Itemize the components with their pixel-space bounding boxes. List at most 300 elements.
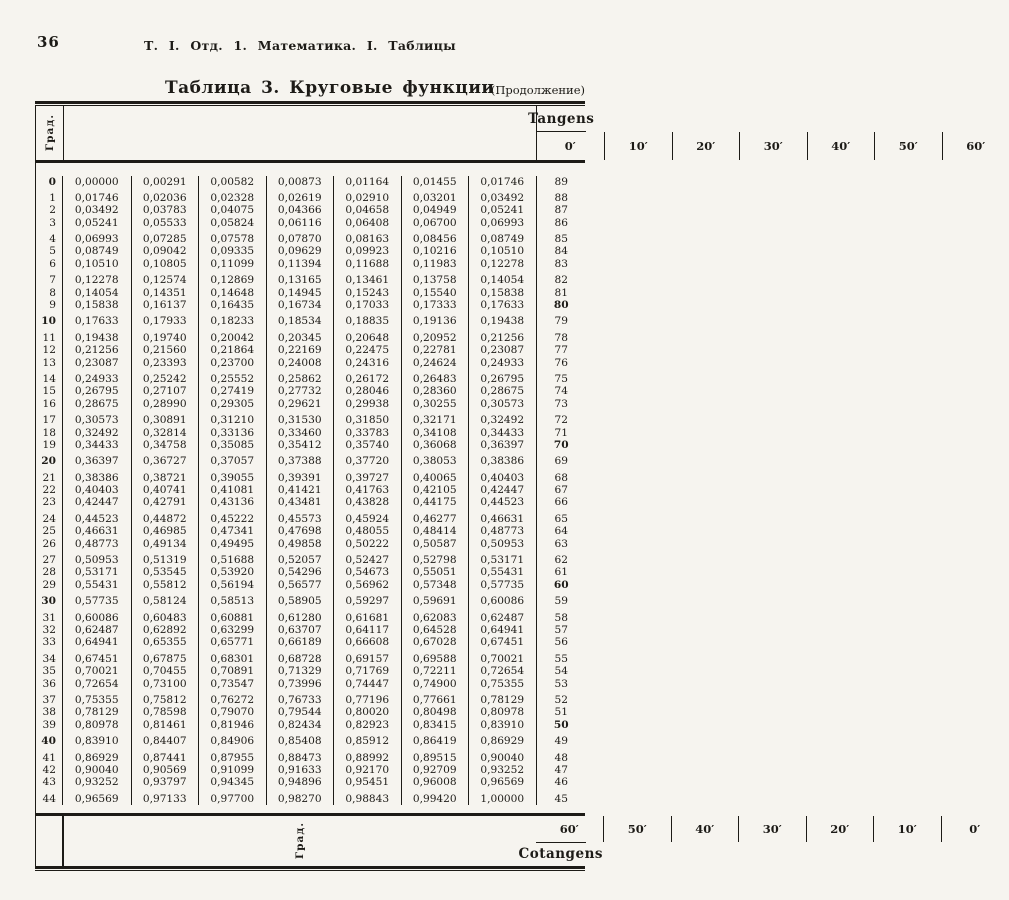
cell-value: 0,22169 xyxy=(266,344,334,356)
cell-value: 0,72211 xyxy=(401,665,469,677)
cell-value: 0,62487 xyxy=(74,624,119,636)
table-row xyxy=(36,299,585,311)
cell-value: 0,45573 xyxy=(266,509,334,525)
cell-value: 0,31530 xyxy=(266,410,334,426)
cell-value: 0,50587 xyxy=(401,538,469,550)
cell-value: 0,99420 xyxy=(401,789,469,805)
cell-value: 0,61681 xyxy=(333,608,401,624)
cell-value: 0,00291 xyxy=(131,176,199,188)
cell-value: 0,32171 xyxy=(401,410,469,426)
cell-value: 0,23393 xyxy=(131,357,199,369)
cell-value: 0,41763 xyxy=(333,484,401,496)
cell-value: 0,54296 xyxy=(266,566,334,578)
cell-value: 0,47698 xyxy=(266,525,334,537)
cell-value: 0,28990 xyxy=(131,398,199,410)
cell-value: 0,07578 xyxy=(198,229,266,245)
cell-value: 0,65771 xyxy=(198,636,266,648)
cell-degree-left: 29 xyxy=(36,579,63,591)
cell-value: 0,67451 xyxy=(468,636,536,648)
cell-degree-left: 5 xyxy=(36,245,63,257)
cell-value: 0,49858 xyxy=(266,538,334,550)
cell-value: 0,56577 xyxy=(266,579,334,591)
cell-degree-right: 47 xyxy=(536,764,587,776)
cell-value: 0,24933 xyxy=(468,357,536,369)
cell-value: 0,52798 xyxy=(401,550,469,566)
minute-header: 40′ xyxy=(807,132,875,160)
cell-degree-left: 20 xyxy=(36,451,63,467)
cell-value: 0,32492 xyxy=(468,410,536,426)
cell-value: 0,64941 xyxy=(468,624,536,636)
cell-value: 0,59297 xyxy=(333,591,401,607)
table-row xyxy=(36,525,585,537)
cell-value: 0,11099 xyxy=(198,258,266,270)
cell-degree-left: 39 xyxy=(36,719,63,731)
cell-value: 0,25862 xyxy=(266,369,334,385)
cell-value: 0,64117 xyxy=(333,624,401,636)
cell-degree-left: 1 xyxy=(36,188,63,204)
cell-degree-right: 74 xyxy=(536,385,587,397)
cell-value: 0,51688 xyxy=(198,550,266,566)
cell-value: 0,04658 xyxy=(333,204,401,216)
cell-value: 0,44523 xyxy=(74,512,119,525)
cell-degree-right: 63 xyxy=(536,538,587,550)
cell-value: 0,69588 xyxy=(401,649,469,665)
cell-value: 0,00582 xyxy=(198,176,266,188)
cell-value: 0,30255 xyxy=(401,398,469,410)
cell-value: 0,46631 xyxy=(74,525,119,538)
cell-value: 0,05241 xyxy=(74,216,119,229)
cell-value: 0,53545 xyxy=(131,566,199,578)
deg-label-right: Град. xyxy=(293,822,306,860)
table-row xyxy=(36,719,585,731)
cell-value: 0,03492 xyxy=(468,188,536,204)
cell-value: 0,75812 xyxy=(131,690,199,706)
cell-degree-right: 55 xyxy=(536,649,587,665)
minute-header: 10′ xyxy=(873,816,941,842)
cell-value: 0,01746 xyxy=(74,191,119,204)
cell-value: 0,75355 xyxy=(74,693,119,706)
table-row xyxy=(36,608,585,624)
cell-value: 0,90569 xyxy=(131,764,199,776)
cell-value: 0,01164 xyxy=(333,176,401,188)
cell-value: 0,17933 xyxy=(131,311,199,327)
cell-value: 0,07870 xyxy=(266,229,334,245)
cell-degree-left: 11 xyxy=(36,328,63,344)
cell-value: 0,47341 xyxy=(198,525,266,537)
cell-value: 0,82923 xyxy=(333,719,401,731)
cell-value: 0,01746 xyxy=(468,176,536,188)
cell-value: 0,17633 xyxy=(74,315,119,328)
cell-value: 0,37057 xyxy=(198,451,266,467)
cell-value: 0,18534 xyxy=(266,311,334,327)
cell-value: 0,33783 xyxy=(333,427,401,439)
cell-value: 0,10805 xyxy=(131,258,199,270)
cell-degree-right: 49 xyxy=(536,731,587,747)
cell-value: 0,97700 xyxy=(198,789,266,805)
cell-value: 0,02328 xyxy=(198,188,266,204)
cell-degree-left: 7 xyxy=(36,270,63,286)
cell-degree-right: 75 xyxy=(536,369,587,385)
table-row xyxy=(36,270,585,286)
cell-degree-left: 31 xyxy=(36,608,63,624)
cell-degree-left: 28 xyxy=(36,566,63,578)
cell-value: 0,64941 xyxy=(74,636,119,649)
table-row xyxy=(36,764,585,776)
table-row xyxy=(36,439,585,451)
cell-degree-right: 70 xyxy=(536,439,587,451)
minute-header: 40′ xyxy=(671,816,739,842)
cell-value: 0,19438 xyxy=(74,331,119,344)
cell-value: 0,28675 xyxy=(468,385,536,397)
cell-value: 0,21256 xyxy=(468,328,536,344)
table-row xyxy=(36,451,585,467)
cell-value: 1,00000 xyxy=(468,789,536,805)
cell-value: 0,89515 xyxy=(401,748,469,764)
cell-value: 0,38386 xyxy=(468,451,536,467)
cell-degree-right: 77 xyxy=(536,344,587,356)
cell-value: 0,37720 xyxy=(333,451,401,467)
cell-degree-right: 59 xyxy=(536,591,587,607)
cell-degree-right: 60 xyxy=(536,579,587,591)
table-row xyxy=(36,188,585,204)
cell-degree-left: 38 xyxy=(36,706,63,718)
cell-value: 0,57735 xyxy=(468,579,536,591)
cell-value: 0,17033 xyxy=(333,299,401,311)
table-row xyxy=(36,649,585,665)
cell-value: 0,39727 xyxy=(333,468,401,484)
table-row xyxy=(36,311,585,327)
cell-value: 0,70021 xyxy=(468,649,536,665)
cell-value: 0,34108 xyxy=(401,427,469,439)
cell-value: 0,30573 xyxy=(74,414,119,427)
cell-value: 0,59691 xyxy=(401,591,469,607)
cell-value: 0,81946 xyxy=(198,719,266,731)
cell-value: 0,22781 xyxy=(401,344,469,356)
cell-value: 0,96008 xyxy=(401,776,469,788)
table-row xyxy=(36,410,585,426)
table-row xyxy=(36,636,585,648)
cell-value: 0,34758 xyxy=(131,439,199,451)
table-row xyxy=(36,579,585,591)
cell-value: 0,70021 xyxy=(74,665,119,678)
cell-value: 0,66189 xyxy=(266,636,334,648)
minute-header: 10′ xyxy=(604,132,672,160)
cell-value: 0,82434 xyxy=(266,719,334,731)
cell-value: 0,78598 xyxy=(131,706,199,718)
table-row xyxy=(36,591,585,607)
cell-value: 0,90040 xyxy=(74,763,119,776)
running-head: Т. I. Отд. 1. Математика. I. Таблицы xyxy=(143,38,456,53)
cell-value: 0,68301 xyxy=(198,649,266,665)
table-row xyxy=(36,217,585,229)
cell-value: 0,64528 xyxy=(401,624,469,636)
cell-value: 0,19740 xyxy=(131,328,199,344)
cell-degree-left: 23 xyxy=(36,496,63,508)
cell-value: 0,35740 xyxy=(333,439,401,451)
cell-value: 0,87441 xyxy=(131,748,199,764)
cell-value: 0,52057 xyxy=(266,550,334,566)
cell-value: 0,73100 xyxy=(131,678,199,690)
cell-degree-right: 45 xyxy=(536,789,587,805)
cell-value: 0,58905 xyxy=(266,591,334,607)
cell-degree-right: 52 xyxy=(536,690,587,706)
table-row xyxy=(36,357,585,369)
cell-degree-right: 54 xyxy=(536,665,587,677)
continuation-note: (Продолжение) xyxy=(490,83,585,97)
table-row xyxy=(36,509,585,525)
cell-value: 0,63707 xyxy=(266,624,334,636)
cell-value: 0,32492 xyxy=(74,426,119,439)
cell-degree-right: 58 xyxy=(536,608,587,624)
cell-value: 0,20042 xyxy=(198,328,266,344)
cell-value: 0,12278 xyxy=(468,258,536,270)
table-row xyxy=(36,665,585,677)
minute-header: 20′ xyxy=(806,816,874,842)
cell-value: 0,14945 xyxy=(266,287,334,299)
cell-value: 0,05241 xyxy=(468,204,536,216)
cell-value: 0,56194 xyxy=(198,579,266,591)
cell-value: 0,96569 xyxy=(74,792,119,805)
minute-header: 0′ xyxy=(941,816,1009,842)
cell-value: 0,14054 xyxy=(468,270,536,286)
cell-value: 0,01455 xyxy=(401,176,469,188)
cell-value: 0,50953 xyxy=(74,554,119,567)
cell-value: 0,25242 xyxy=(131,369,199,385)
header-right-empty xyxy=(63,106,536,160)
table-row xyxy=(36,468,585,484)
cell-value: 0,08456 xyxy=(401,229,469,245)
table-header xyxy=(35,106,986,160)
cell-value: 0,00000 xyxy=(74,175,119,188)
cell-value: 0,48055 xyxy=(333,525,401,537)
cell-value: 0,61280 xyxy=(266,608,334,624)
cell-value: 0,96569 xyxy=(468,776,536,788)
minute-header: 50′ xyxy=(874,132,942,160)
cell-degree-left: 6 xyxy=(36,258,63,270)
cell-degree-left: 35 xyxy=(36,665,63,677)
table-row xyxy=(36,427,585,439)
cell-value: 0,07285 xyxy=(131,229,199,245)
cell-value: 0,36727 xyxy=(131,451,199,467)
table-row xyxy=(36,538,585,550)
cell-value: 0,93252 xyxy=(468,764,536,776)
function-name-bottom: Cotangens xyxy=(536,842,587,866)
table-row xyxy=(36,496,585,508)
cell-degree-right: 46 xyxy=(536,776,587,788)
cell-value: 0,02619 xyxy=(266,188,334,204)
cell-value: 0,40065 xyxy=(401,468,469,484)
cell-value: 0,60483 xyxy=(131,608,199,624)
cell-value: 0,36397 xyxy=(468,439,536,451)
cell-value: 0,26172 xyxy=(333,369,401,385)
cell-degree-left: 12 xyxy=(36,344,63,356)
cell-degree-right: 67 xyxy=(536,484,587,496)
cell-value: 0,12278 xyxy=(74,274,119,287)
cell-degree-left: 40 xyxy=(36,731,63,747)
cell-value: 0,70891 xyxy=(198,665,266,677)
cell-degree-right: 66 xyxy=(536,496,587,508)
cell-value: 0,33460 xyxy=(266,427,334,439)
minute-header: 30′ xyxy=(739,132,807,160)
cell-value: 0,25552 xyxy=(198,369,266,385)
cell-value: 0,08749 xyxy=(468,229,536,245)
table-row xyxy=(36,789,585,805)
cell-value: 0,75355 xyxy=(468,678,536,690)
cell-value: 0,04075 xyxy=(198,204,266,216)
cell-degree-right: 81 xyxy=(536,287,587,299)
cell-value: 0,13461 xyxy=(333,270,401,286)
cell-value: 0,35412 xyxy=(266,439,334,451)
cell-value: 0,18835 xyxy=(333,311,401,327)
cell-value: 0,43481 xyxy=(266,496,334,508)
cell-value: 0,55431 xyxy=(74,578,119,591)
cell-degree-right: 69 xyxy=(536,451,587,467)
cell-value: 0,42791 xyxy=(131,496,199,508)
cell-value: 0,57735 xyxy=(74,595,119,608)
cell-degree-left: 41 xyxy=(36,748,63,764)
cell-value: 0,98270 xyxy=(266,789,334,805)
cell-value: 0,23087 xyxy=(74,356,119,369)
cell-value: 0,28046 xyxy=(333,385,401,397)
cell-value: 0,17633 xyxy=(468,299,536,311)
cell-value: 0,39055 xyxy=(198,468,266,484)
cell-degree-right: 83 xyxy=(536,258,587,270)
function-name-top: Tangens xyxy=(537,106,587,132)
cell-degree-right: 71 xyxy=(536,427,587,439)
cell-value: 0,69157 xyxy=(333,649,401,665)
cell-degree-right: 53 xyxy=(536,678,587,690)
footer-center xyxy=(518,816,981,866)
cell-value: 0,50953 xyxy=(468,538,536,550)
minute-header: 0′ xyxy=(564,139,576,153)
table-title: Таблица 3. Круговые функции xyxy=(165,78,495,98)
cell-degree-left: 9 xyxy=(36,299,63,311)
cell-value: 0,80978 xyxy=(74,718,119,731)
cell-degree-left: 24 xyxy=(36,509,63,525)
cell-value: 0,40741 xyxy=(131,484,199,496)
cell-value: 0,58513 xyxy=(198,591,266,607)
cell-degree-left: 13 xyxy=(36,357,63,369)
cell-degree-right: 64 xyxy=(536,525,587,537)
table-row xyxy=(36,385,585,397)
cell-degree-left: 3 xyxy=(36,217,63,229)
cell-value: 0,44523 xyxy=(468,496,536,508)
cell-degree-right: 89 xyxy=(536,176,587,188)
cell-value: 0,39391 xyxy=(266,468,334,484)
cell-value: 0,86929 xyxy=(468,731,536,747)
cell-value: 0,74447 xyxy=(333,678,401,690)
cell-degree-right: 87 xyxy=(536,204,587,216)
cell-value: 0,11983 xyxy=(401,258,469,270)
cell-value: 0,53171 xyxy=(74,566,119,579)
table-row xyxy=(36,258,585,270)
cell-value: 0,67451 xyxy=(74,652,119,665)
cell-value: 0,22475 xyxy=(333,344,401,356)
cell-value: 0,74900 xyxy=(401,678,469,690)
cell-value: 0,93252 xyxy=(74,776,119,789)
cell-value: 0,36068 xyxy=(401,439,469,451)
cell-value: 0,23087 xyxy=(468,344,536,356)
cell-value: 0,19438 xyxy=(468,311,536,327)
cell-value: 0,91633 xyxy=(266,764,334,776)
cell-value: 0,67875 xyxy=(131,649,199,665)
cell-degree-right: 62 xyxy=(536,550,587,566)
table-row xyxy=(36,550,585,566)
cell-value: 0,20952 xyxy=(401,328,469,344)
cell-degree-right: 84 xyxy=(536,245,587,257)
cell-value: 0,21864 xyxy=(198,344,266,356)
cell-value: 0,00873 xyxy=(266,176,334,188)
cell-value: 0,27732 xyxy=(266,385,334,397)
cell-value: 0,48773 xyxy=(468,525,536,537)
cell-value: 0,68728 xyxy=(266,649,334,665)
cell-value: 0,23700 xyxy=(198,357,266,369)
cell-value: 0,98843 xyxy=(333,789,401,805)
cell-value: 0,24316 xyxy=(333,357,401,369)
cell-degree-left: 26 xyxy=(36,538,63,550)
table-body xyxy=(35,163,585,814)
cell-degree-left: 37 xyxy=(36,690,63,706)
cell-value: 0,24008 xyxy=(266,357,334,369)
table-row xyxy=(36,690,585,706)
cell-value: 0,52427 xyxy=(333,550,401,566)
cell-value: 0,79070 xyxy=(198,706,266,718)
cell-value: 0,31210 xyxy=(198,410,266,426)
cell-value: 0,45222 xyxy=(198,509,266,525)
cell-value: 0,55431 xyxy=(468,566,536,578)
cell-degree-left: 25 xyxy=(36,525,63,537)
cell-value: 0,46985 xyxy=(131,525,199,537)
footer-left-empty xyxy=(36,816,63,866)
cell-value: 0,13758 xyxy=(401,270,469,286)
cell-value: 0,08749 xyxy=(74,245,119,258)
cell-value: 0,83910 xyxy=(74,735,119,748)
cell-value: 0,28360 xyxy=(401,385,469,397)
cell-degree-right: 88 xyxy=(536,188,587,204)
table-row xyxy=(36,398,585,410)
cell-degree-left: 34 xyxy=(36,649,63,665)
cell-value: 0,70455 xyxy=(131,665,199,677)
cell-degree-left: 19 xyxy=(36,439,63,451)
cell-value: 0,21560 xyxy=(131,344,199,356)
deg-column-header-right xyxy=(63,816,536,866)
cell-value: 0,30573 xyxy=(468,398,536,410)
cell-value: 0,13165 xyxy=(266,270,334,286)
table-row xyxy=(36,328,585,344)
cell-value: 0,42447 xyxy=(74,496,119,509)
cell-value: 0,45924 xyxy=(333,509,401,525)
cell-value: 0,76733 xyxy=(266,690,334,706)
deg-column-header-left xyxy=(36,106,63,160)
cell-value: 0,34433 xyxy=(468,427,536,439)
cell-value: 0,37388 xyxy=(266,451,334,467)
table-row xyxy=(36,369,585,385)
cell-value: 0,38386 xyxy=(74,471,119,484)
cell-value: 0,36397 xyxy=(74,455,119,468)
cell-degree-left: 4 xyxy=(36,229,63,245)
table-row xyxy=(36,706,585,718)
cell-value: 0,83910 xyxy=(468,719,536,731)
cell-degree-left: 16 xyxy=(36,398,63,410)
table-row xyxy=(36,176,585,188)
cell-value: 0,19136 xyxy=(401,311,469,327)
cell-value: 0,72654 xyxy=(468,665,536,677)
cell-value: 0,15838 xyxy=(468,287,536,299)
cell-value: 0,16137 xyxy=(131,299,199,311)
cell-degree-left: 36 xyxy=(36,678,63,690)
cell-value: 0,81461 xyxy=(131,719,199,731)
cell-value: 0,15540 xyxy=(401,287,469,299)
